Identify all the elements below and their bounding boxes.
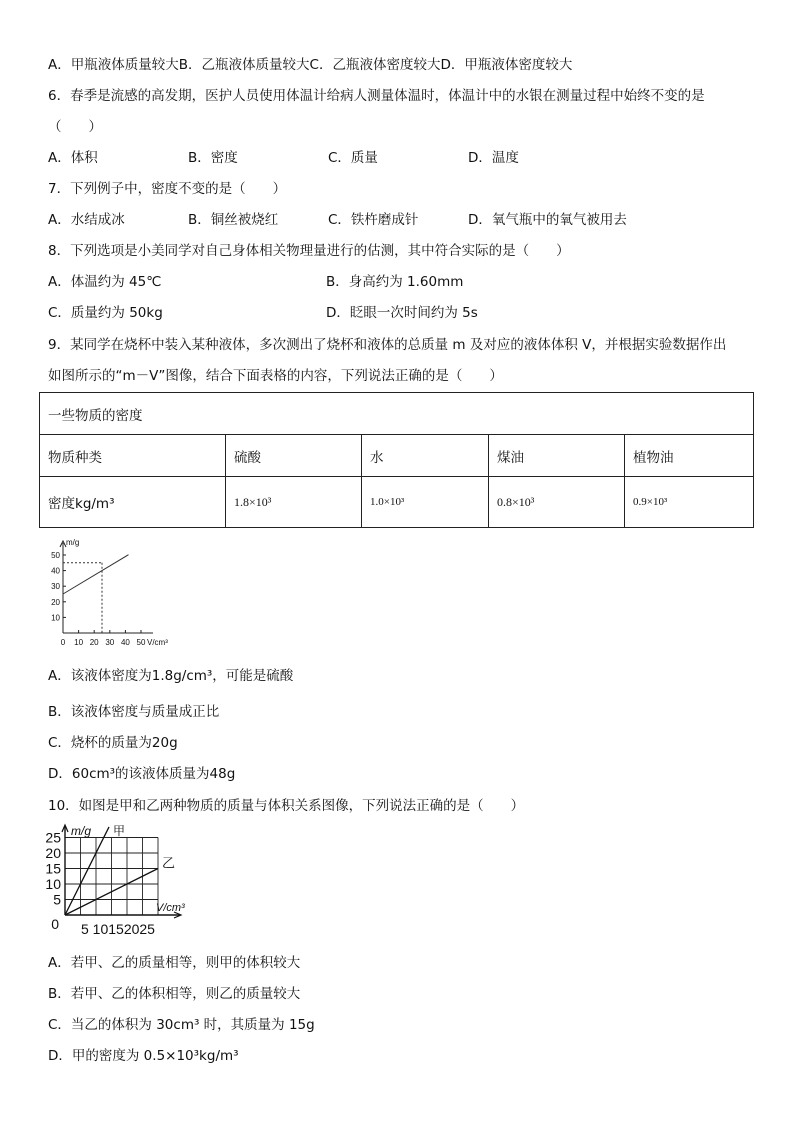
x-axis-label: V/cm³ — [156, 902, 185, 914]
q6-option-a: A．体积 — [48, 150, 98, 166]
y-axis-label: m/g — [66, 538, 80, 547]
q6-option-c: C．质量 — [328, 150, 378, 166]
table-cell: 0.8×10³ — [489, 477, 625, 528]
q10-option-c: C．当乙的体积为 30cm³ 时，其质量为 15g — [48, 1017, 315, 1033]
series-line-jia — [65, 827, 109, 915]
q7-option-c: C．铁杵磨成针 — [328, 212, 419, 228]
table-row-label: 密度kg/m³ — [40, 477, 226, 528]
x-tick-label: 50 — [136, 638, 146, 647]
x-tick-label: 40 — [120, 638, 130, 647]
q5-option-c: C．乙瓶液体密度较大 — [309, 57, 441, 73]
origin-label: 0 — [51, 916, 59, 932]
table-cell: 1.8×10³ — [226, 477, 362, 528]
q8-option-a: A．体温约为 45℃ — [48, 274, 162, 290]
q5-option-b: B．乙瓶液体质量较大 — [178, 57, 310, 73]
q7-option-b: B．铜丝被烧红 — [188, 212, 279, 228]
table-cell: 1.0×10³ — [362, 477, 489, 528]
y-tick-label: 10 — [51, 613, 60, 623]
q9-mv-chart — [40, 535, 200, 650]
y-tick-label: 25 — [45, 829, 61, 846]
q9-stem-line1: 9．某同学在烧杯中装入某种液体，多次测出了烧杯和液体的总质量 m 及对应的液体体积 V，并根据实验数据作出 — [48, 337, 727, 353]
q5-option-a: A．甲瓶液体质量较大 — [48, 57, 179, 73]
q10-option-a: A．若甲、乙的质量相等，则甲的体积较大 — [48, 955, 301, 971]
series-line — [63, 555, 129, 594]
q9-option-b: B．该液体密度与质量成正比 — [48, 704, 220, 720]
q7-option-d: D．氧气瓶中的氧气被用去 — [468, 212, 627, 228]
y-tick-label: 30 — [51, 582, 60, 592]
table-header-cell: 植物油 — [625, 435, 754, 477]
q7-option-a: A．水结成冰 — [48, 212, 125, 228]
table-header-cell: 煤油 — [489, 435, 625, 477]
q10-option-d: D．甲的密度为 0.5×10³kg/m³ — [48, 1048, 239, 1064]
q9-option-a: A．该液体密度为1.8g/cm³，可能是硫酸 — [48, 668, 294, 684]
x-tick-label: 0 — [60, 638, 66, 647]
q10-option-b: B．若甲、乙的体积相等，则乙的质量较大 — [48, 986, 301, 1002]
x-tick-label: 20 — [89, 638, 99, 647]
x-tick-label: 30 — [105, 638, 115, 647]
q7-stem: 7．下列例子中，密度不变的是（ ） — [48, 181, 287, 197]
table-header-cell: 物质种类 — [40, 435, 226, 477]
y-tick-label: 20 — [45, 845, 61, 861]
x-tick-labels: 5 10152025 — [81, 921, 155, 937]
q6-option-b: B．密度 — [188, 150, 238, 166]
q8-option-b: B．身高约为 1.60mm — [326, 274, 464, 290]
q6-stem: 6．春季是流感的高发期，医护人员使用体温计给病人测量体温时，体温计中的水银在测量过程中始终不变的是 — [48, 88, 705, 104]
table-cell: 0.9×10³ — [625, 477, 754, 528]
q7-options — [48, 211, 627, 229]
table-header-cell: 硫酸 — [226, 435, 362, 477]
y-tick-label: 5 — [53, 891, 61, 908]
density-table — [39, 392, 754, 528]
q6-option-d: D．温度 — [468, 150, 519, 166]
q5-option-d: D．甲瓶液体密度较大 — [440, 57, 573, 73]
series-label-yi: 乙 — [162, 855, 176, 871]
y-tick-label: 40 — [51, 566, 60, 576]
q6-paren: （ ） — [48, 119, 102, 135]
q8-stem: 8．下列选项是小美同学对自己身体相关物理量进行的估测，其中符合实际的是（ ） — [48, 243, 570, 259]
table-header-cell: 水 — [362, 435, 489, 477]
q10-stem: 10．如图是甲和乙两种物质的质量与体积关系图像，下列说法正确的是（ ） — [48, 798, 525, 814]
series-label-jia: 甲 — [113, 824, 126, 838]
y-tick-label: 10 — [45, 876, 61, 892]
q9-option-d: D．60cm³的该液体质量为48g — [48, 766, 236, 782]
x-axis-label: V/cm³ — [147, 638, 168, 647]
q8-option-d: D．眨眼一次时间约为 5s — [326, 305, 478, 321]
q6-options — [48, 149, 608, 167]
y-tick-label: 20 — [51, 597, 60, 607]
q8-option-c: C．质量约为 50kg — [48, 305, 163, 321]
x-tick-label: 10 — [74, 638, 84, 647]
q10-mv-chart — [40, 822, 215, 942]
q5-options — [48, 56, 572, 74]
y-axis-label: m/g — [71, 824, 92, 838]
q9-stem-line2: 如图所示的“m－V”图像，结合下面表格的内容，下列说法正确的是（ ） — [48, 368, 503, 384]
table-title: 一些物质的密度 — [40, 393, 754, 435]
y-tick-label: 50 — [51, 551, 60, 560]
q9-option-c: C．烧杯的质量为20g — [48, 735, 178, 751]
y-tick-label: 15 — [45, 860, 61, 877]
